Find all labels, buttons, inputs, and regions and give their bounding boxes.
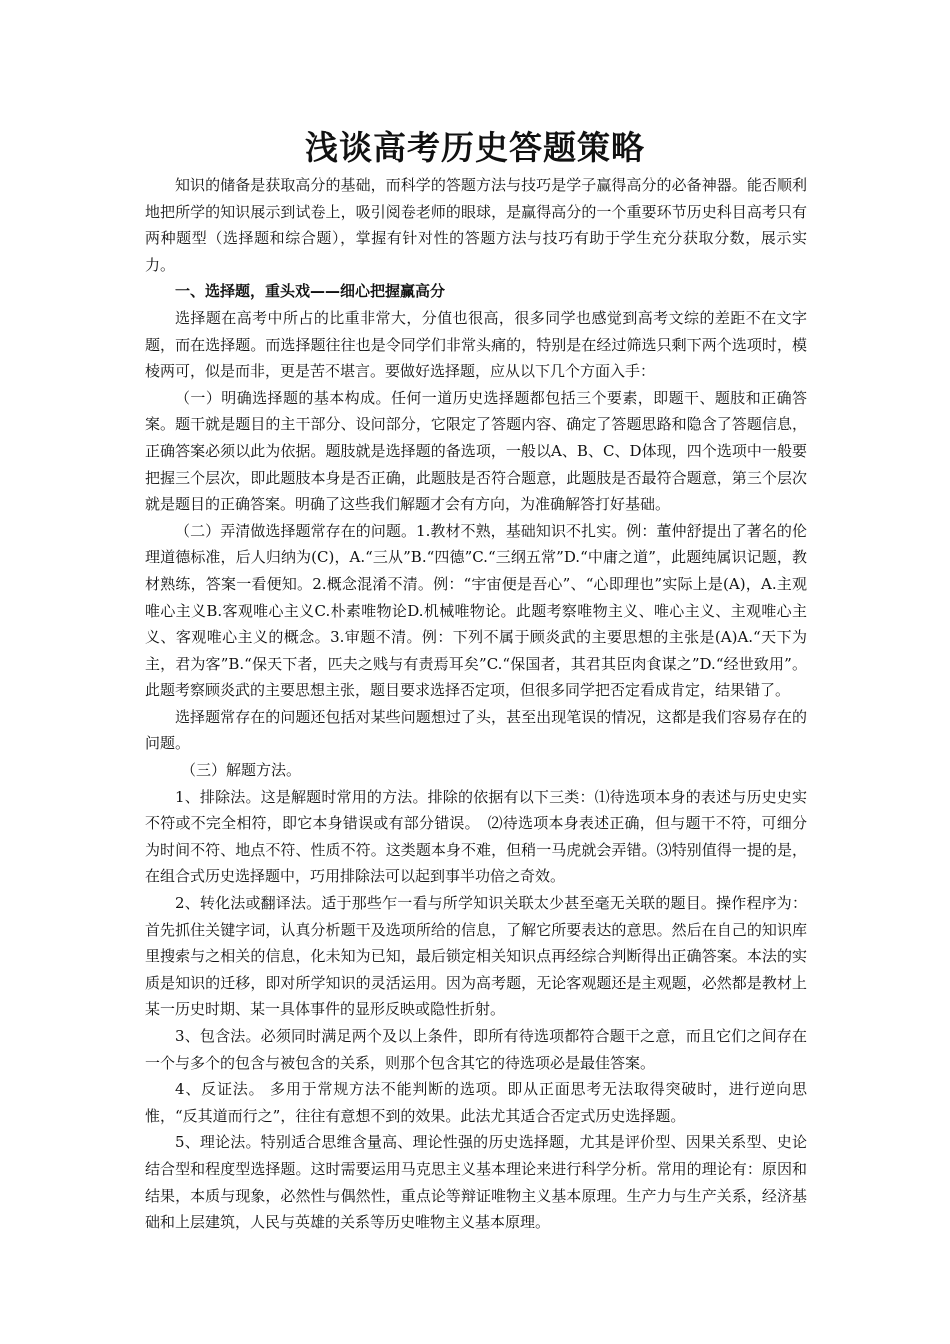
method-paragraph: 2、转化法或翻译法。适于那些乍一看与所学知识关联太少甚至毫无关联的题目。操作程序为：首先抓住关键字词，认真分析题干及选项所给的信息，了解它所要表达的意思。然后在自己的知识库里搜索与之相关的信息，化未知为已知，最后锁定相关知识点再经综合判断得出正确答案。本法的实质是知识的迁移，即对所学知识的灵活运用。因为高考题，无论客观题还是主观题，必然都是教材上某一历史时期、某一具体事件的显形反映或隐性折射。: [145, 894, 807, 1019]
method-paragraph: 1、排除法。这是解题时常用的方法。排除的依据有以下三类：⑴待选项本身的表述与历史史实不符或不完全相符，即它本身错误或有部分错误。 ⑵待选项本身表述正确，但与题干不符，可细分为时间不符、地点不符、性质不符。这类题本身不难，但稍一马虎就会弄错。⑶特别值得一提的是，在组合式历史选择题中，巧用排除法可以起到事半功倍之奇效。: [145, 787, 807, 886]
document-title: 浅谈高考历史答题策略: [305, 128, 645, 167]
method-paragraph: 5、理论法。特别适合思维含量高、理论性强的历史选择题，尤其是评价型、因果关系型、史论结合型和程度型选择题。这时需要运用马克思主义基本理论来进行科学分析。常用的理论有：原因和结果，本质与现象，必然性与偶然性，重点论等辩证唯物主义基本原理。生产力与生产关系，经济基础和上层建筑，人民与英雄的关系等历史唯物主义基本原理。: [145, 1133, 807, 1232]
section-heading-multiple-choice: 一、选择题，重头戏——细心把握赢高分: [175, 282, 446, 301]
method-paragraph: 3、包含法。必须同时满足两个及以上条件，即所有待选项都符合题干之意，而且它们之间存在一个与多个的包含与被包含的关系，则那个包含其它的待选项必是最佳答案。: [145, 1027, 807, 1072]
method-paragraph: 4、反证法。 多用于常规方法不能判断的选项。即从正面思考无法取得突破时，进行逆向思惟，“反其道而行之”，往往有意想不到的效果。此法尤其适合否定式历史选择题。: [145, 1080, 807, 1125]
body-paragraph: 选择题常存在的问题还包括对某些问题想过了头，甚至出现笔误的情况，这都是我们容易存在的问题。: [145, 707, 807, 753]
intro-paragraph: 知识的储备是获取高分的基础，而科学的答题方法与技巧是学子赢得高分的必备神器。能否顺利地把所学的知识展示到试卷上，吸引阅卷老师的眼球，是赢得高分的一个重要环节历史科目高考只有两种题型（选择题和综合题），掌握有针对性的答题方法与技巧有助于学生充分获取分数，展示实力。: [145, 176, 807, 274]
body-paragraph: 选择题在高考中所占的比重非常大，分值也很高，很多同学也感觉到高考文综的差距不在文字题，而在选择题。而选择题往往也是令同学们非常头痛的，特别是在经过筛选只剩下两个选项时，模棱两可，似是而非，更是苦不堪言。要做好选择题，应从以下几个方面入手：: [145, 308, 807, 381]
document-body: [145, 172, 807, 1236]
subsection-heading-methods: （三）解题方法。: [181, 761, 302, 780]
body-paragraph: （一）明确选择题的基本构成。任何一道历史选择题都包括三个要素，即题干、题肢和正确答案。题干就是题目的主干部分、设问部分，它限定了答题内容、确定了答题思路和隐含了答题信息，正确答案必须以此为依据。题肢就是选择题的备选项，一般以A、B、C、D体现，四个选项中一般要把握三个层次，即此题肢本身是否正确，此题肢是否符合题意，此题肢是否最符合题意，第三个层次就是题目的正确答案。明确了这些我们解题才会有方向，为准确解答打好基础。: [145, 388, 807, 514]
body-paragraph: （二）弄清做选择题常存在的问题。1.教材不熟，基础知识不扎实。例：董仲舒提出了著名的伦理道德标准，后人归纳为(C)，A.“三从”B.“四德”C.“三纲五常”D.“中庸之道”，此题纯属识记题，教材熟练，答案一看便知。2.概念混淆不清。例：“宇宙便是吾心”、“心即理也”实际上是(A)，A.主观唯心主义B.客观唯心主义C.朴素唯物论D.机械唯物论。此题考察唯物主义、唯心主义、主观唯心主义、客观唯心主义的概念。3.审题不清。例：下列不属于顾炎武的主要思想的主张是(A)A.“天下为主，君为客”B.“保天下者，匹夫之贱与有责焉耳矣”C.“保国者，其君其臣肉食谋之”D.“经世致用”。此题考察顾炎武的主要思想主张，题目要求选择否定项，但很多同学把否定看成肯定，结果错了。: [145, 521, 807, 700]
